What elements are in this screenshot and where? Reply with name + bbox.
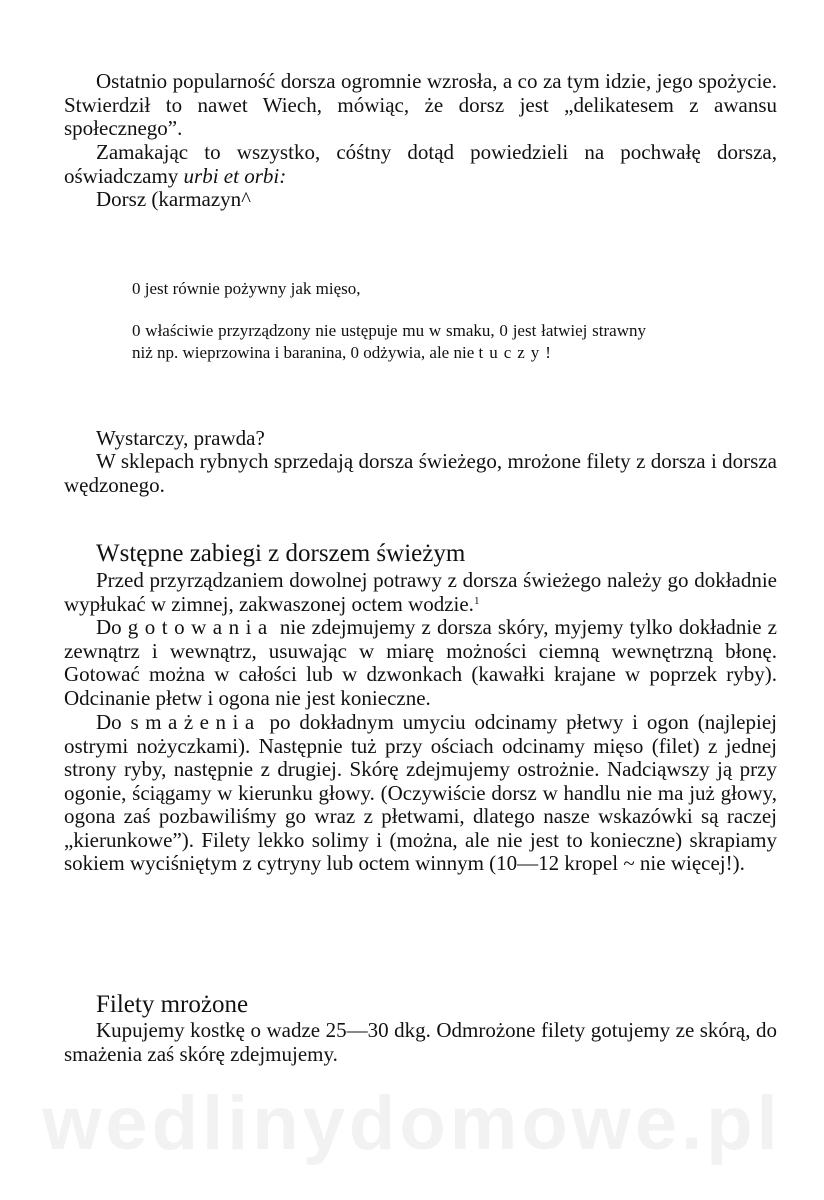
footnote-marker: 1 bbox=[473, 594, 480, 607]
paragraph-boiling bbox=[64, 616, 777, 710]
paragraph-sklepy: W sklepach rybnych sprzedają dorsza świeżego, mrożone filety z dorsza i dorsza wędzonego. bbox=[64, 449, 777, 497]
paragraph-dorsz-karmazyn: Dorsz (karmazyn^ bbox=[96, 187, 252, 211]
watermark: wedlinydomowe.pl bbox=[42, 1081, 782, 1166]
paragraph-rinsing bbox=[64, 569, 777, 616]
paragraph-frying-text: po dokładnym umyciu odcinamy płetwy i ogon (najlepiej ostrymi nożyczkami). Następnie tuż przy ościach odcinamy mięso (filet) z jednej strony ryby, następnie z drugiej. Skórę zdejmujemy ostrożnie. Nadciąwszy ją przy ogonie, ściągamy w kierunku głowy. (Oczywiście dorsz w handlu nie ma już głowy, ogona zaś pozbawiliśmy go wraz z płetwami, dlatego nasze wskazówki są raczej „kierunkowe”). Filety lekko solimy i (można, ale nie jest to konieczne) skrapiamy sokiem wyciśniętym z cytryny lub octem winnym (10—12 kropel ~ nie więcej!). bbox=[64, 710, 777, 875]
paragraph-praise bbox=[64, 141, 777, 188]
term-frying: smażenia bbox=[130, 710, 261, 734]
quote-emphasis: tuczy! bbox=[478, 343, 557, 362]
paragraph-praise-text: Zamakając to wszystko, cóśtny dotąd powiedzieli na pochwałę dorsza, oświadczamy bbox=[64, 140, 777, 188]
paragraph-wystarczy: Wystarczy, prawda? bbox=[96, 426, 265, 450]
paragraph-frozen: Kupujemy kostkę o wadze 25—30 dkg. Odmrożone filety gotujemy ze skórą, do smażenia zaś skórę zdejmujemy. bbox=[64, 1018, 777, 1066]
latin-phrase: urbi et orbi: bbox=[183, 163, 287, 188]
paragraph-boiling-text: nie zdejmujemy z dorsza skóry, myjemy tylko dokładnie z zewnątrz i wewnątrz, usuwając w miarę możności ciemną wewnętrzną błonę. Gotować można w całości lub w dzwonkach (kawałki krajane w poprzek ryby). Odcinanie płetw i ogona nie jest konieczne. bbox=[64, 615, 777, 710]
paragraph-frying bbox=[64, 711, 777, 876]
quote-item-2-text: 0 właściwie przyrządzony nie ustępuje mu w smaku, 0 jest łatwiej strawny niż np. wieprzowina i baranina, 0 odżywia, ale nie bbox=[132, 321, 646, 362]
quote-item-1: 0 jest równie pożywny jak mięso, bbox=[132, 279, 361, 298]
term-boiling: gotowania bbox=[127, 615, 274, 639]
paragraph-rinsing-text: Przed przyrządzaniem dowolnej potrawy z dorsza świeżego należy go dokładnie wypłukać w zimnej, zakwaszonej octem wodzie. bbox=[64, 568, 777, 616]
paragraph-boiling-lead: Do bbox=[96, 615, 128, 639]
section-heading-fresh-cod: Wstępne zabiegi z dorszem świeżym bbox=[96, 540, 466, 567]
paragraph-intro: Ostatnio popularność dorsza ogromnie wzrosła, a co za tym idzie, jego spożycie. Stwierdził to nawet Wiech, mówiąc, że dorsz jest „delikatesem z awansu społecznego”. bbox=[64, 69, 777, 140]
paragraph-frying-lead: Do bbox=[96, 710, 131, 734]
quote-item-2 bbox=[132, 320, 646, 364]
section-heading-frozen-fillets: Filety mrożone bbox=[96, 991, 249, 1018]
